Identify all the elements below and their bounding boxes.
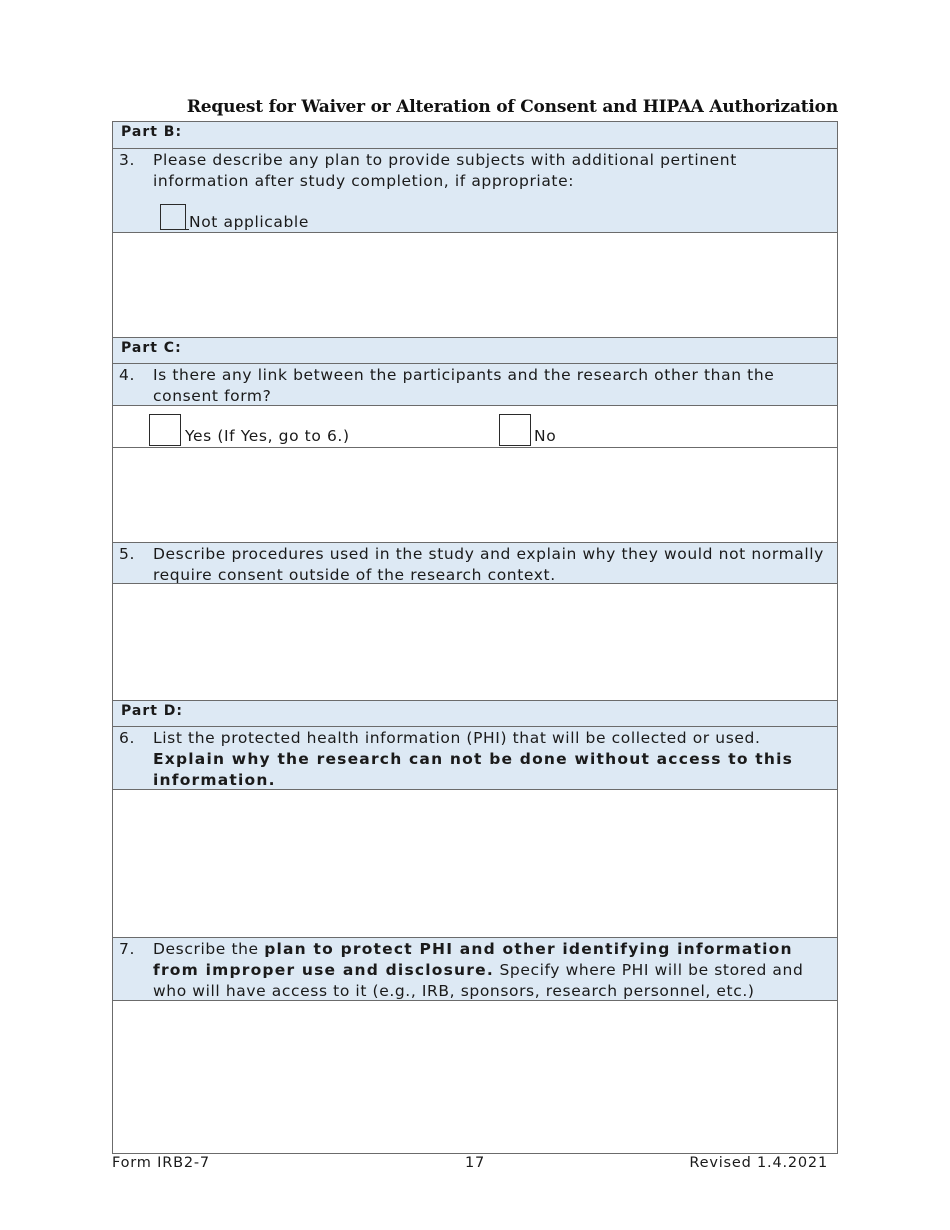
page-title: Request for Waiver or Alteration of Consent and HIPAA Authorization [186,97,838,117]
part-d-heading-label: Part D: [121,703,184,719]
question-6-answer-input[interactable] [113,790,837,937]
question-5-answer-input[interactable] [113,584,837,700]
question-4-answer-area[interactable] [113,448,837,543]
yes-checkbox[interactable] [149,414,181,446]
question-6-text [153,728,831,791]
footer-form-id: Form IRB2-7 [112,1155,210,1171]
question-7-answer-input[interactable] [113,1001,837,1153]
question-7 [113,938,837,1001]
not-applicable-checkbox[interactable] [160,204,186,230]
question-7-number: 7. [119,940,135,958]
footer-revised-date: Revised 1.4.2021 [689,1155,828,1171]
question-5 [113,543,837,584]
part-c-heading [113,338,837,364]
question-4-text: Is there any link between the participants and the research other than the consent form? [153,366,775,405]
question-5-answer-area[interactable] [113,584,837,701]
not-applicable-label: Not applicable [189,213,309,231]
part-d-heading [113,701,837,727]
question-3-answer-input[interactable] [113,233,837,337]
footer-page-number: 17 [465,1155,486,1171]
question-6-number: 6. [119,729,135,747]
question-5-text: Describe procedures used in the study and explain why they would not normally require consent outside of the research context. [153,545,824,584]
question-6 [113,727,837,790]
question-4 [113,364,837,406]
no-checkbox[interactable] [499,414,531,446]
part-b-heading-label: Part B: [121,124,183,140]
question-7-text [153,939,831,1002]
consent-waiver-form-table [112,121,838,1154]
question-7-answer-area[interactable] [113,1001,837,1153]
question-5-number: 5. [119,545,135,563]
question-6-bold-text: Explain why the research can not be done without access to this information. [153,750,794,789]
question-4-options [113,406,837,448]
question-7-text-after: Specify where PHI will be stored and who will have access to it (e.g., IRB, sponsors, research personnel, etc.) [153,961,804,1000]
question-6-plain-text: List the protected health information (PHI) that will be collected or used. [153,729,761,747]
part-c-heading-label: Part C: [121,340,182,356]
question-6-answer-area[interactable] [113,790,837,938]
part-b-heading [113,122,837,149]
question-4-answer-input[interactable] [113,448,837,542]
question-3 [113,149,837,233]
question-3-answer-area[interactable] [113,233,837,338]
question-7-text-before: Describe the [153,940,259,958]
yes-label: Yes (If Yes, go to 6.) [185,427,350,445]
question-3-text: Please describe any plan to provide subjects with additional pertinent information after study completion, if appropriate: [153,151,737,190]
question-7-bold-text: plan to protect PHI and other identifying information from improper use and disclosure. [153,940,793,979]
question-3-number: 3. [119,151,135,169]
no-label: No [534,427,557,445]
question-4-number: 4. [119,366,135,384]
